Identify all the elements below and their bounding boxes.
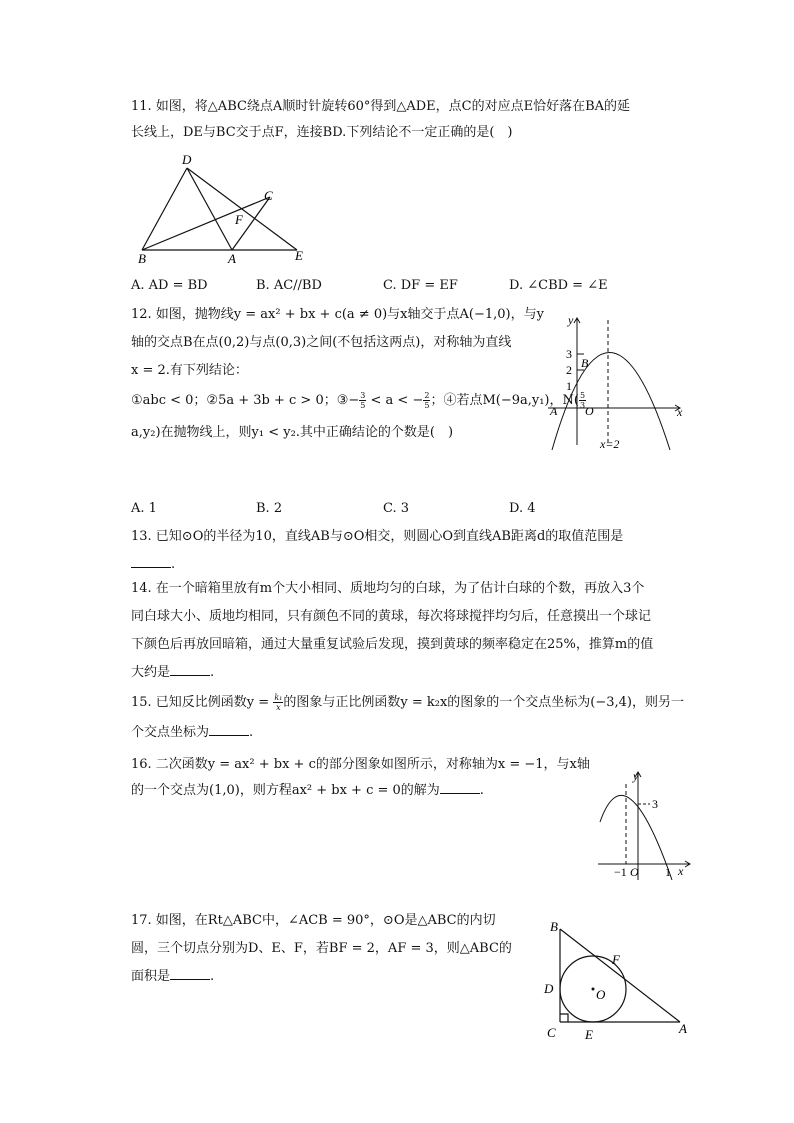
- q12-parabola-graph: [540, 310, 690, 450]
- q11-options: [131, 278, 691, 298]
- q11-option-b: B. AC//BD: [256, 278, 322, 293]
- q17-triangle-figure: [535, 915, 705, 1045]
- answer-blank[interactable]: [209, 723, 249, 736]
- point-B: B: [581, 356, 589, 370]
- q15-line2: 个交点坐标为 .: [131, 725, 254, 740]
- label-A: A: [228, 251, 236, 266]
- q12-option-a: A. 1: [131, 501, 157, 516]
- label-B: B: [550, 919, 558, 934]
- q17-line3: 面积是 .: [131, 969, 215, 984]
- q11-line2: 长线上，DE与BC交于点F，连接BD.下列结论不一定正确的是( ): [131, 125, 513, 140]
- answer-blank[interactable]: [170, 663, 210, 676]
- q11-line1: 11. 如图，将△ABC绕点A顺时针旋转60°得到△ADE，点C的对应点E恰好落在BA的延: [131, 99, 631, 114]
- q12-line1: 12. 如图，抛物线y = ax² + bx + c(a ≠ 0)与x轴交于点A(−1,0)，与y: [131, 307, 544, 322]
- axis-x: x: [677, 405, 683, 419]
- label-A: A: [679, 1021, 687, 1036]
- q11-option-a: A. AD = BD: [131, 278, 208, 293]
- label-F: F: [235, 212, 243, 227]
- tick-1: 1: [566, 379, 572, 393]
- q13-line1: 13. 已知⊙O的半径为10，直线AB与⊙O相交，则圆心O到直线AB距离d的取值范围是: [131, 529, 624, 544]
- answer-blank[interactable]: [440, 781, 480, 794]
- q12-options: [131, 501, 691, 521]
- answer-blank[interactable]: [170, 967, 210, 980]
- tick-1: 1: [665, 865, 671, 879]
- q16-line1: 16. 二次函数y = ax² + bx + c的部分图象如图所示，对称轴为x = −1，与x轴: [131, 757, 590, 772]
- origin-O: O: [630, 865, 639, 879]
- q17-line1: 17. 如图，在Rt△ABC中，∠ACB = 90°，⊙O是△ABC的内切: [131, 913, 496, 928]
- label-C: C: [547, 1025, 556, 1040]
- tick-3: 3: [652, 797, 658, 811]
- q14-line2: 同白球大小、质地均相同，只有颜色不同的黄球，每次将球搅拌均匀后，任意摸出一个球记: [131, 609, 652, 624]
- q12-option-b: B. 2: [256, 501, 283, 516]
- q12-line5: a,y₂)在抛物线上，则y₁ < y₂.其中正确结论的个数是( ): [131, 425, 454, 440]
- q14-line4: 大约是 .: [131, 665, 215, 680]
- q16-parabola-graph: [590, 762, 700, 887]
- point-A: A: [550, 404, 558, 418]
- axis-y: y: [633, 769, 639, 783]
- tick-3: 3: [566, 347, 572, 361]
- q12-line4: ①abc < 0；②5a + 3b + c > 0；③− $\frac{3}{5}$ < a < − $\frac{2}{5}$ ；④若点M(−9a,y₁)，N( $\frac{5}{3}$: [131, 391, 586, 410]
- q14-line1: 14. 在一个暗箱里放有m个大小相同、质地均匀的白球，为了估计白球的个数，再放入3个: [131, 581, 645, 596]
- origin-O: O: [585, 404, 594, 418]
- q12-line2: 轴的交点B在点(0,2)与点(0,3)之间(不包括这两点)，对称轴为直线: [131, 335, 512, 350]
- label-E: E: [585, 1027, 593, 1042]
- q12-line3: x = 2.有下列结论：: [131, 363, 248, 378]
- q13-line2: .: [131, 552, 175, 578]
- q11-option-c: C. DF = EF: [383, 278, 458, 293]
- q11-option-d: D. ∠CBD = ∠E: [509, 278, 608, 293]
- q16-line2: 的一个交点为(1,0)，则方程ax² + bx + c = 0的解为 .: [131, 783, 484, 798]
- label-F: F: [612, 952, 620, 967]
- axis-x: x: [678, 864, 684, 878]
- label-D: D: [544, 981, 554, 996]
- label-B: B: [138, 251, 146, 266]
- axis-label: x=2: [600, 437, 620, 450]
- label-D: D: [182, 152, 192, 167]
- axis-y: y: [568, 313, 574, 327]
- label-C: C: [264, 188, 273, 203]
- tick-neg1: −1: [614, 865, 627, 879]
- q15-line1: 15. 已知反比例函数y = $\frac{\text{k₁}}{x}$ 的图象与正比例函数y = k₂x的图象的一个交点坐标为(−3,4)，则另一: [131, 693, 685, 712]
- tick-2: 2: [566, 363, 572, 377]
- q11-triangle-figure: [130, 150, 320, 270]
- q12-option-d: D. 4: [509, 501, 536, 516]
- q14-line3: 下颜色后再放回暗箱，通过大量重复试验后发现，摸到黄球的频率稳定在25%，推算m的值: [131, 637, 654, 652]
- answer-blank[interactable]: [131, 555, 171, 568]
- label-E: E: [295, 248, 303, 263]
- q12-option-c: C. 3: [383, 501, 410, 516]
- q17-line2: 圆，三个切点分别为D、E、F，若BF = 2，AF = 3，则△ABC的: [131, 941, 512, 956]
- label-O: O: [596, 987, 606, 1002]
